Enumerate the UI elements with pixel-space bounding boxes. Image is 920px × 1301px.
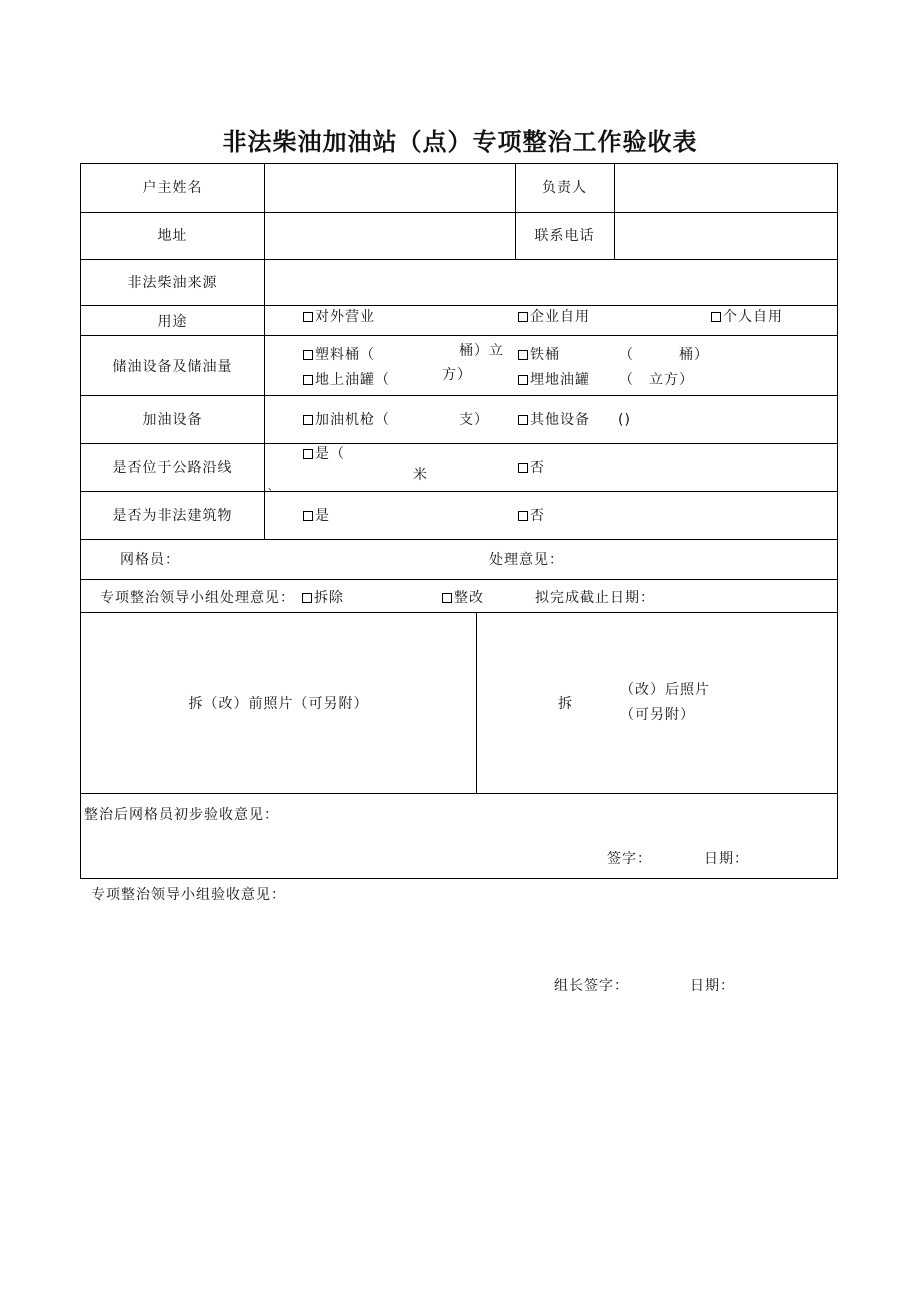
road-yes-option[interactable]: 是（ <box>303 446 345 462</box>
usage-option-enterprise[interactable]: 企业自用 <box>518 309 590 325</box>
row-divider <box>81 212 837 213</box>
checkbox-icon[interactable] <box>518 511 528 521</box>
checkbox-icon[interactable] <box>518 375 528 385</box>
checkbox-icon[interactable] <box>518 415 528 425</box>
illegal-building-label: 是否为非法建筑物 <box>112 508 233 524</box>
owner-name-label: 户主姓名 <box>142 180 203 196</box>
after-photo-char: 拆 <box>558 696 573 712</box>
deadline-label: 拟完成截止日期： <box>535 590 655 606</box>
handling-opinion-label: 处理意见： <box>489 552 564 568</box>
address-label: 地址 <box>157 228 188 244</box>
person-in-charge-label: 负责人 <box>542 180 587 196</box>
iron-bucket-unit: （ 桶） <box>619 347 709 363</box>
road-mark: 、 <box>268 482 279 493</box>
checkbox-icon[interactable] <box>711 312 721 322</box>
ground-tank-unit: 方） <box>442 367 472 383</box>
fuel-equipment-label: 加油设备 <box>142 412 203 428</box>
other-equipment-option[interactable]: 其他设备 <box>518 412 590 428</box>
col-divider <box>476 612 477 793</box>
after-photo-label-2: （可另附） <box>620 707 695 723</box>
checkbox-icon[interactable] <box>303 415 313 425</box>
row-divider <box>81 395 837 396</box>
checkbox-icon[interactable] <box>303 375 313 385</box>
plastic-bucket-option[interactable]: 塑料桶（ <box>303 347 375 363</box>
checkbox-icon[interactable] <box>518 312 528 322</box>
other-equipment-paren: () <box>618 412 631 428</box>
row-divider <box>81 491 837 492</box>
fuel-gun-unit: 支） <box>459 412 489 428</box>
checkbox-icon[interactable] <box>518 463 528 473</box>
ground-tank-option[interactable]: 地上油罐（ <box>303 372 390 388</box>
iron-bucket-option[interactable]: 铁桶 <box>518 347 560 363</box>
col-divider <box>515 164 516 259</box>
row-divider <box>81 612 837 613</box>
buried-tank-option[interactable]: 埋地油罐 <box>518 372 590 388</box>
checkbox-icon[interactable] <box>518 350 528 360</box>
col-divider <box>264 164 265 539</box>
rectify-option[interactable]: 整改 <box>442 590 484 606</box>
leader-sign-label: 组长签字： <box>554 978 629 994</box>
demolish-option[interactable]: 拆除 <box>302 590 344 606</box>
road-distance-unit: 米 <box>413 467 428 483</box>
fuel-gun-option[interactable]: 加油机枪（ <box>303 412 390 428</box>
checkbox-icon[interactable] <box>303 511 313 521</box>
checkbox-icon[interactable] <box>442 593 452 603</box>
group-opinion-label: 专项整治领导小组处理意见： <box>100 590 295 606</box>
after-photo-label-1: （改）后照片 <box>620 682 710 698</box>
usage-option-business[interactable]: 对外营业 <box>303 309 375 325</box>
row-divider <box>81 579 837 580</box>
road-label: 是否位于公路沿线 <box>112 460 233 476</box>
row-divider <box>81 259 837 260</box>
acceptance-form <box>80 163 838 879</box>
storage-label: 储油设备及储油量 <box>112 359 233 375</box>
checkbox-icon[interactable] <box>303 350 313 360</box>
checkbox-icon[interactable] <box>303 449 313 459</box>
page-title: 非法柴油加油站（点）专项整治工作验收表 <box>222 128 698 156</box>
phone-label: 联系电话 <box>534 228 595 244</box>
footer-date-label: 日期： <box>690 978 735 994</box>
row-divider <box>81 539 837 540</box>
diesel-source-label: 非法柴油来源 <box>127 275 218 291</box>
grid-check-label: 整治后网格员初步验收意见： <box>84 807 279 823</box>
buried-tank-unit: （ 立方） <box>619 372 694 388</box>
plastic-bucket-unit: 桶）立 <box>459 343 504 359</box>
usage-label: 用途 <box>157 314 188 330</box>
group-check-label: 专项整治领导小组验收意见： <box>91 887 286 903</box>
row-divider <box>81 793 837 794</box>
illegal-no-option[interactable]: 否 <box>518 508 545 524</box>
before-photo-label: 拆（改）前照片（可另附） <box>188 696 369 712</box>
row-divider <box>81 443 837 444</box>
checkbox-icon[interactable] <box>302 593 312 603</box>
date-label: 日期： <box>704 851 749 867</box>
checkbox-icon[interactable] <box>303 312 313 322</box>
row-divider <box>81 305 837 306</box>
col-divider <box>614 164 615 259</box>
road-no-option[interactable]: 否 <box>518 460 545 476</box>
sign-label: 签字： <box>607 851 652 867</box>
grid-member-label: 网格员： <box>120 552 180 568</box>
usage-option-personal[interactable]: 个人自用 <box>711 309 783 325</box>
row-divider <box>81 335 837 336</box>
illegal-yes-option[interactable]: 是 <box>303 508 330 524</box>
